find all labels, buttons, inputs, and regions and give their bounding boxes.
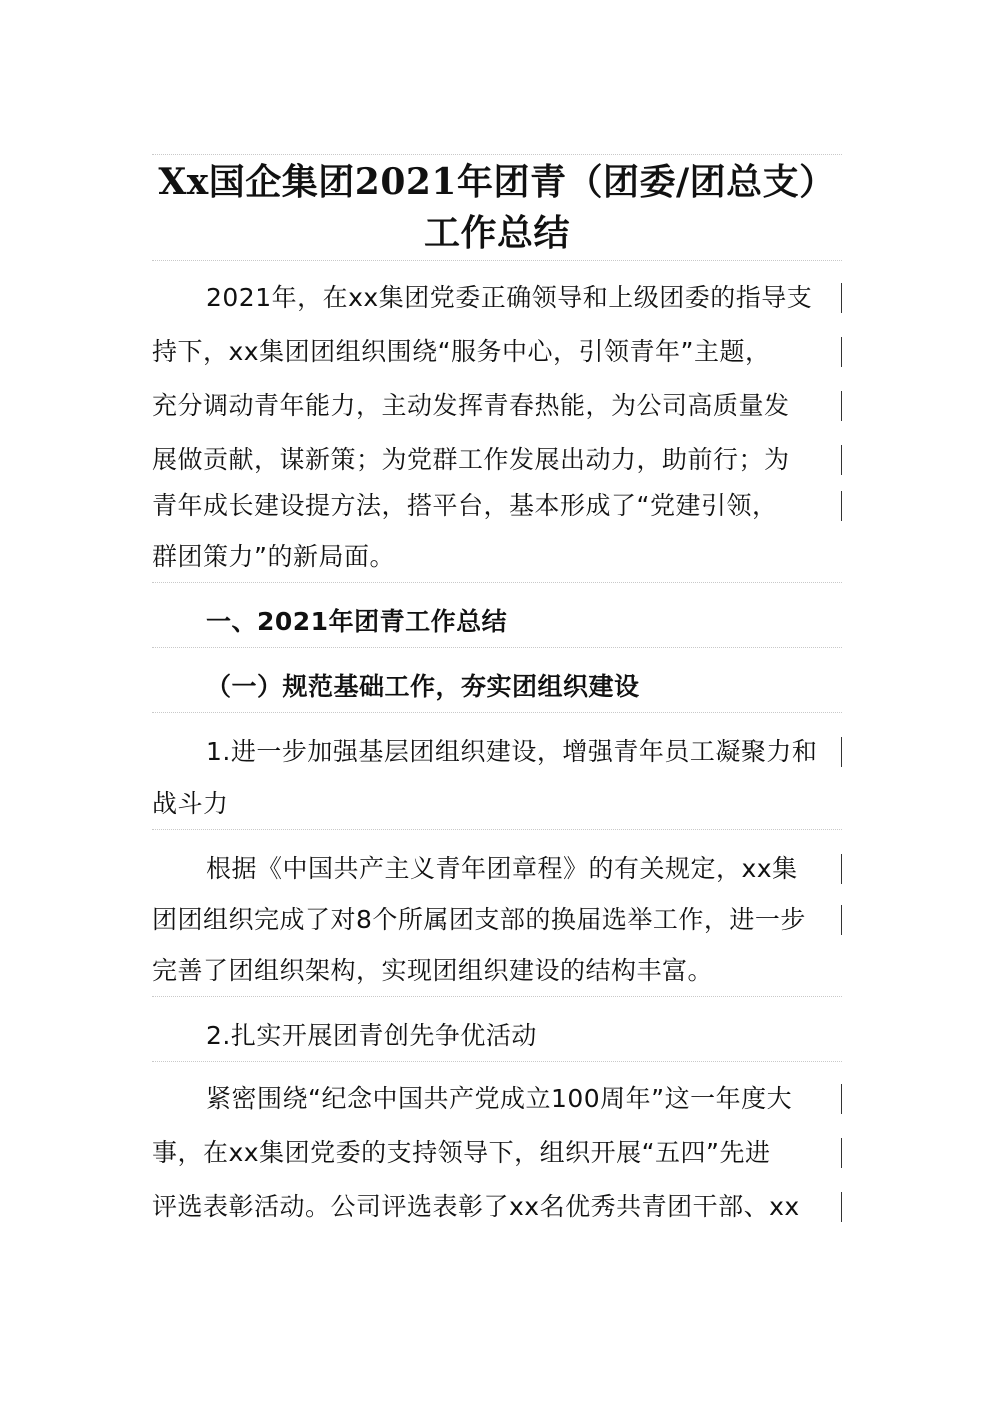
body-line: 评选表彰活动。公司评选表彰了xx名优秀共青团干部、xx bbox=[152, 1192, 800, 1221]
margin-mark bbox=[841, 1192, 842, 1222]
document-title-line-1: Xx国企集团2021年团青（团委/团总支） bbox=[158, 161, 836, 203]
divider bbox=[152, 712, 842, 713]
body-line: 完善了团组织架构，实现团组织建设的结构丰富。 bbox=[152, 956, 714, 985]
divider bbox=[152, 647, 842, 648]
item-heading: 2.扎实开展团青创先争优活动 bbox=[206, 1021, 537, 1050]
divider bbox=[152, 996, 842, 997]
divider bbox=[152, 154, 842, 155]
body-line: 事，在xx集团党委的支持领导下，组织开展“五四”先进 bbox=[152, 1138, 771, 1167]
body-line: 紧密围绕“纪念中国共产党成立100周年”这一年度大 bbox=[206, 1084, 793, 1113]
body-line: 根据《中国共产主义青年团章程》的有关规定，xx集 bbox=[206, 854, 798, 883]
subsection-heading: （一）规范基础工作，夯实团组织建设 bbox=[206, 672, 640, 701]
margin-mark bbox=[841, 491, 842, 521]
divider bbox=[152, 1061, 842, 1062]
margin-mark bbox=[841, 1084, 842, 1114]
margin-mark bbox=[841, 737, 842, 767]
divider bbox=[152, 582, 842, 583]
intro-line: 2021年，在xx集团党委正确领导和上级团委的指导支 bbox=[206, 283, 813, 312]
margin-mark bbox=[841, 445, 842, 475]
intro-line: 青年成长建设提方法，搭平台，基本形成了“党建引领， bbox=[152, 491, 778, 520]
intro-line: 充分调动青年能力，主动发挥青春热能，为公司高质量发 bbox=[152, 391, 790, 420]
item-heading: 战斗力 bbox=[152, 789, 229, 818]
margin-mark bbox=[841, 391, 842, 421]
divider bbox=[152, 829, 842, 830]
divider bbox=[152, 260, 842, 261]
intro-line: 展做贡献，谋新策；为党群工作发展出动力，助前行；为 bbox=[152, 445, 790, 474]
body-line: 团团组织完成了对8个所属团支部的换届选举工作，进一步 bbox=[152, 905, 806, 934]
margin-mark bbox=[841, 905, 842, 935]
document-title-line-2: 工作总结 bbox=[423, 212, 570, 254]
margin-mark bbox=[841, 854, 842, 884]
margin-mark bbox=[841, 1138, 842, 1168]
item-heading: 1.进一步加强基层团组织建设，增强青年员工凝聚力和 bbox=[206, 737, 818, 766]
intro-line: 持下，xx集团团组织围绕“服务中心，引领青年”主题， bbox=[152, 337, 771, 366]
section-heading: 一、2021年团青工作总结 bbox=[206, 607, 508, 636]
margin-mark bbox=[841, 337, 842, 367]
margin-mark bbox=[841, 283, 842, 313]
intro-line: 群团策力”的新局面。 bbox=[152, 542, 395, 571]
